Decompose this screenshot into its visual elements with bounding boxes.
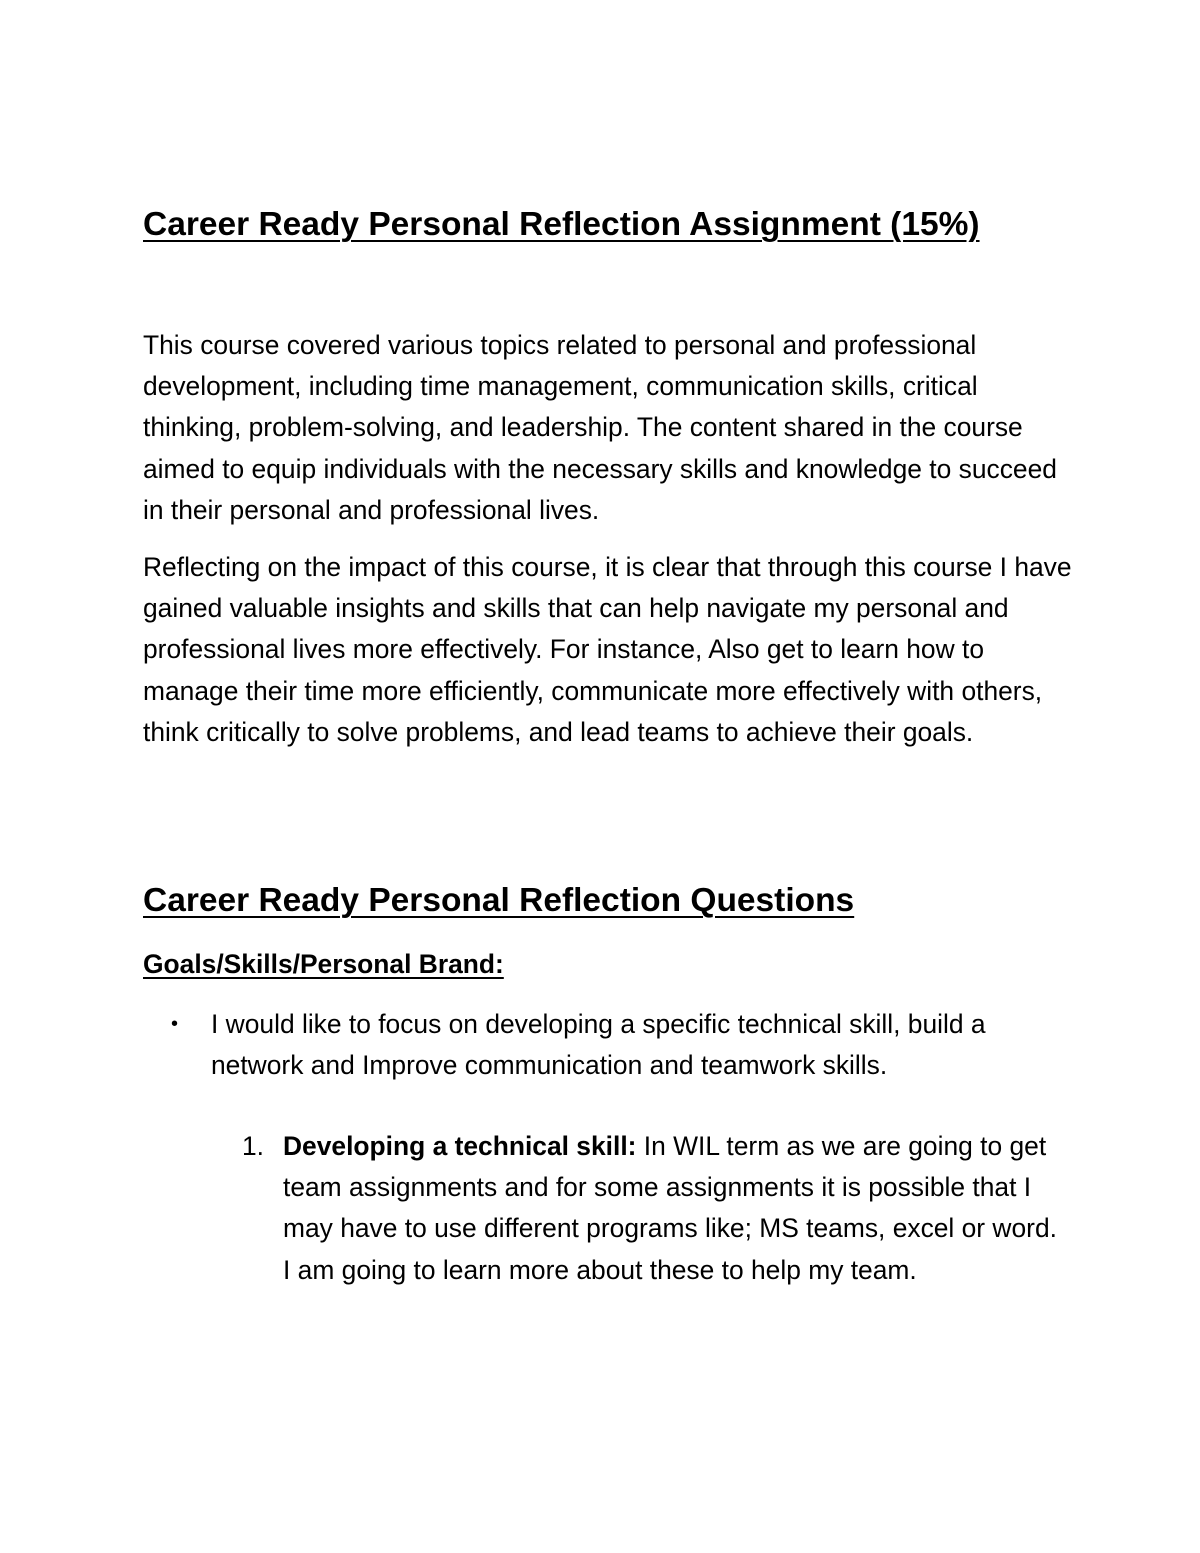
numbered-item-content (283, 1126, 1062, 1291)
bullet-list-item (171, 1004, 1071, 1086)
numbered-list-item (242, 1126, 1062, 1291)
bullet-marker: • (171, 1013, 179, 1035)
numbered-item-label: Developing a technical skill: (283, 1131, 637, 1161)
number-marker: 1. (242, 1131, 265, 1161)
document-title: Career Ready Personal Reflection Assignment (15%) (143, 206, 980, 243)
numbered-item-text: In WIL term as we are going to get team assignments and for some assignments it is possible that I may have to use different programs like; MS teams, excel or word. I am going to learn more about these to help my team. (283, 1131, 1057, 1285)
intro-paragraph: This course covered various topics related to personal and professional development, including time management, communication skills, critical thinking, problem-solving, and leadership. The content shared in the course aimed to equip individuals with the necessary skills and knowledge to succeed in their personal and professional lives. (143, 330, 1057, 525)
reflection-paragraph: Reflecting on the impact of this course, it is clear that through this course I have gained valuable insights and skills that can help navigate my personal and professional lives more effectively. For instance, Also get to learn how to manage their time more efficiently, communicate more effectively with others, think critically to solve problems, and lead teams to achieve their goals. (143, 552, 1072, 747)
section-title: Career Ready Personal Reflection Questions (143, 882, 855, 919)
subheading-goals: Goals/Skills/Personal Brand: (143, 949, 504, 979)
bullet-text: I would like to focus on developing a specific technical skill, build a network and Improve communication and teamwork skills. (211, 1009, 986, 1081)
